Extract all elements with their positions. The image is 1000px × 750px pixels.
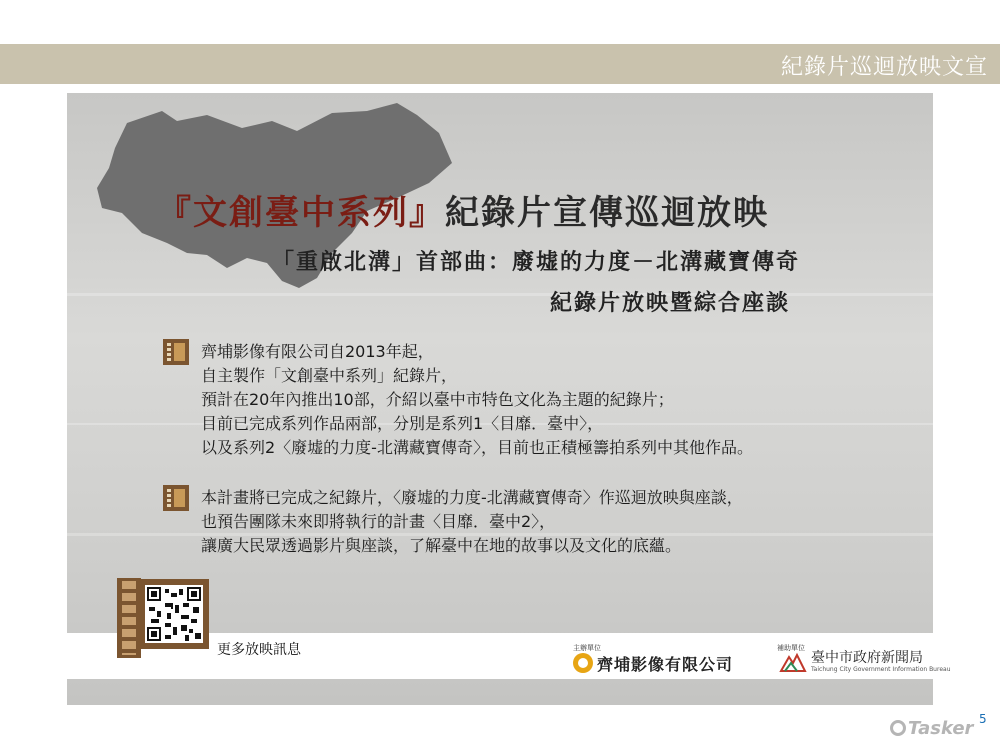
organizer-name: 齊埔影像有限公司 <box>597 655 734 674</box>
texture-streak <box>67 293 933 296</box>
poster-main-title <box>157 185 769 234</box>
poster-subtitle-2: 紀錄片放映暨綜合座談 <box>550 291 791 316</box>
title-rest: 紀錄片宣傳巡迴放映 <box>445 193 769 233</box>
qr-code[interactable] <box>145 585 203 643</box>
plan-paragraph <box>201 486 743 558</box>
paragraph-line: 自主製作「文創臺中系列」紀錄片， <box>201 366 458 385</box>
organizer-label: 主辦單位 <box>573 644 601 652</box>
poster-subtitle: 「重啟北溝」首部曲：廢墟的力度－北溝藏寶傳奇 <box>272 250 801 275</box>
cosponsor-english-name: Taichung City Government Information Bureau <box>811 666 951 673</box>
header-title: 紀錄片巡迴放映文宣 <box>780 55 988 80</box>
paragraph-line: 讓廣大民眾透過影片與座談，了解臺中在地的故事以及文化的底蘊。 <box>201 536 682 555</box>
paragraph-line: 預計在20年內推出10部，介紹以臺中市特色文化為主題的紀錄片； <box>201 390 674 409</box>
cosponsor-name: 臺中市政府新聞局 <box>811 650 923 666</box>
intro-paragraph <box>201 340 753 460</box>
organizer-logo-icon <box>573 653 593 673</box>
watermark <box>890 718 973 739</box>
poster <box>67 93 951 705</box>
film-strip-icon <box>117 578 141 658</box>
paragraph-line: 目前已完成系列作品兩部，分別是系列1〈目靡．臺中〉， <box>201 414 604 433</box>
watermark-text: Tasker <box>908 718 974 739</box>
film-bullet-icon <box>163 339 189 365</box>
paragraph-line: 齊埔影像有限公司自2013年起， <box>201 342 434 361</box>
paragraph-line: 以及系列2〈廢墟的力度-北溝藏寶傳奇〉，目前也正積極籌拍系列中其他作品。 <box>201 438 753 457</box>
qr-code-frame <box>139 579 209 649</box>
cosponsor-logo-icon <box>779 651 807 673</box>
title-series: 『文創臺中系列』 <box>157 193 445 233</box>
page-number: 5 <box>979 712 987 726</box>
tasker-logo-icon <box>890 720 906 736</box>
paragraph-line: 也預告團隊未來即將執行的計畫〈目靡．臺中2〉， <box>201 512 556 531</box>
film-bullet-icon <box>163 485 189 511</box>
more-info-label: 更多放映訊息 <box>217 642 301 658</box>
cosponsor-label: 補助單位 <box>777 644 805 652</box>
header-bar <box>0 44 1000 84</box>
paragraph-line: 本計畫將已完成之紀錄片，〈廢墟的力度-北溝藏寶傳奇〉作巡迴放映與座談， <box>201 488 743 507</box>
